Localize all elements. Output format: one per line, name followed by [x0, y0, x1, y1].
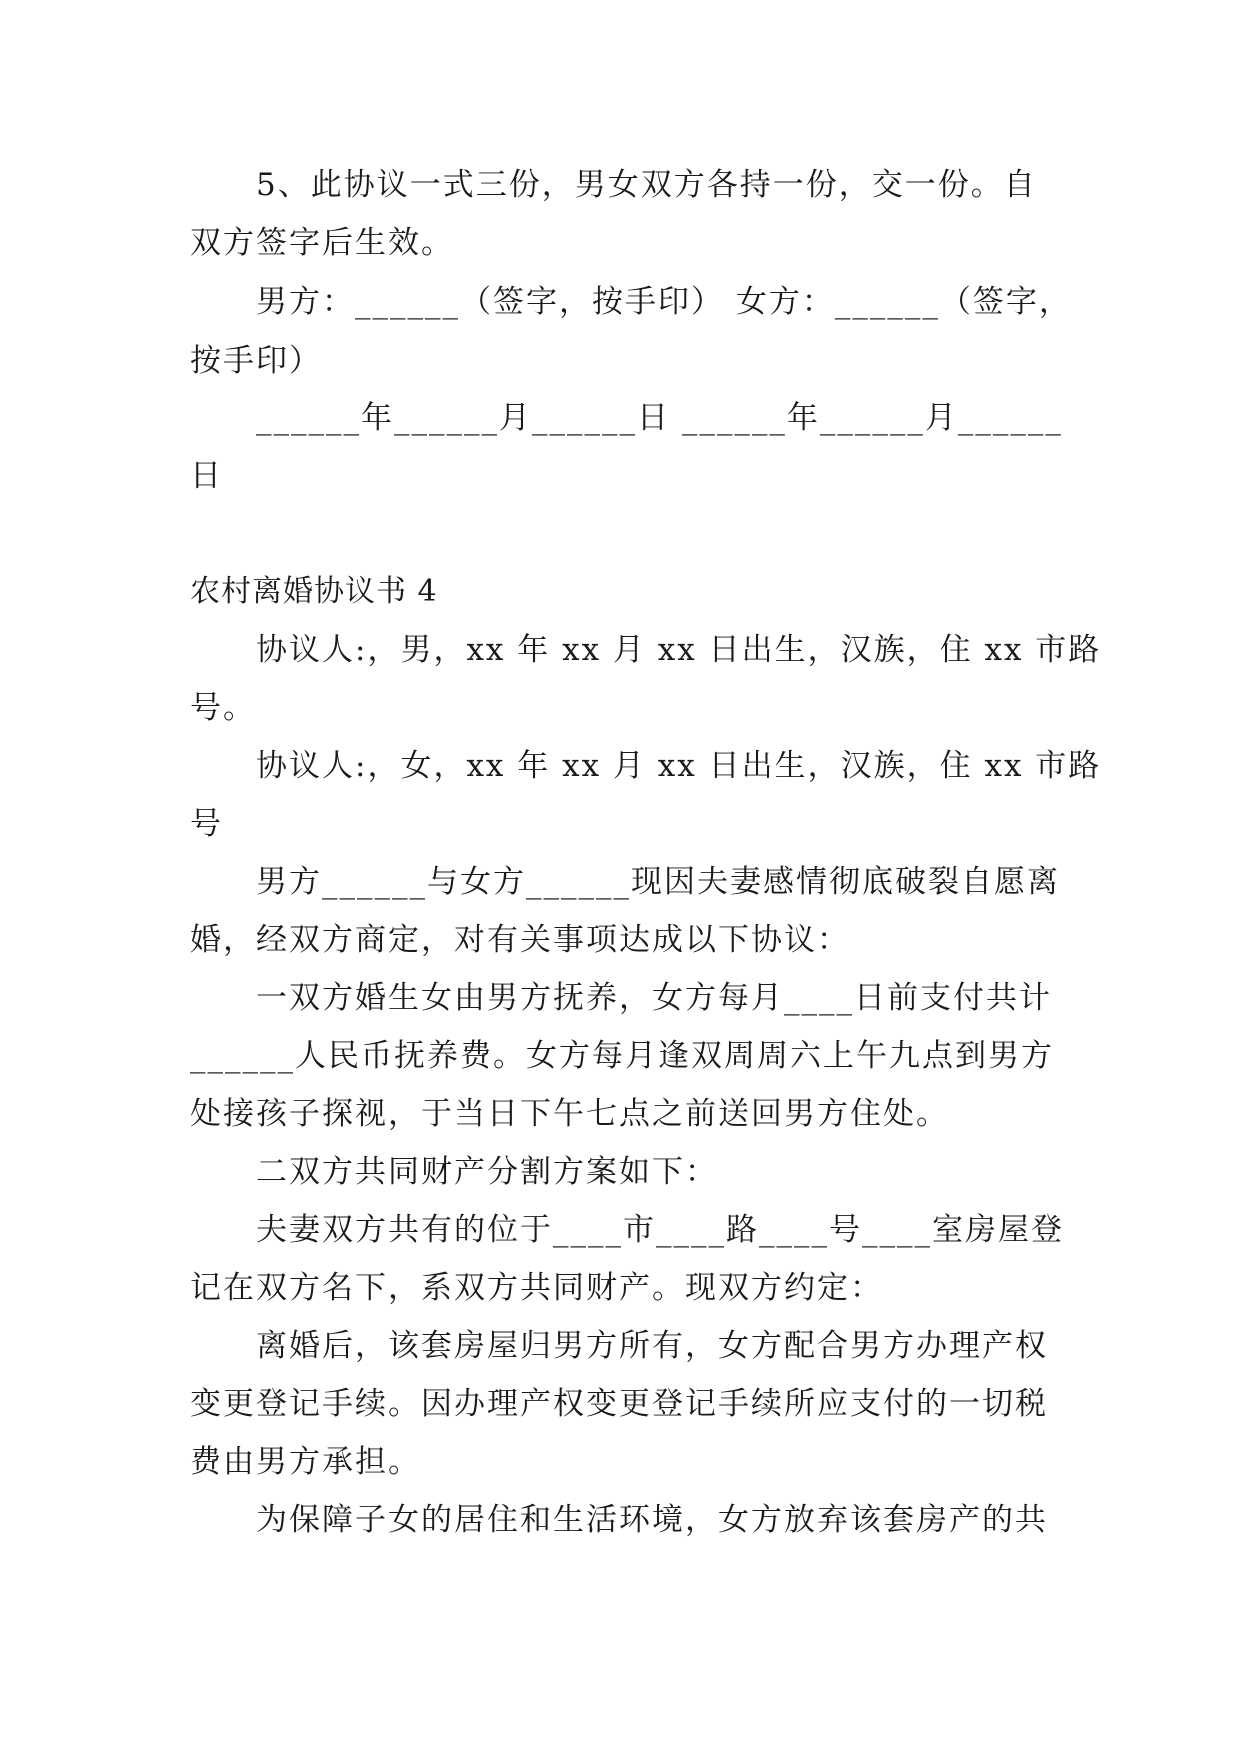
text-line: 变更登记手续。因办理产权变更登记手续所应支付的一切税: [190, 1386, 1048, 1422]
text-line: 离婚后，该套房屋归男方所有，女方配合男方办理产权: [256, 1328, 1048, 1364]
text-line: 双方签字后生效。: [190, 225, 454, 261]
text-line: 婚，经双方商定，对有关事项达成以下协议：: [190, 922, 850, 958]
text-line: 夫妻双方共有的位于____市____路____号____室房屋登: [256, 1212, 1064, 1248]
text-line: 协议人:，女，xx 年 xx 月 xx 日出生，汉族，住 xx 市路: [256, 748, 1102, 784]
text-line: ______人民币抚养费。女方每月逢双周周六上午九点到男方: [190, 1038, 1054, 1074]
text-line: 号: [190, 806, 223, 842]
text-line: 处接孩子探视，于当日下午七点之前送回男方住处。: [190, 1096, 949, 1132]
text-line: 协议人:，男，xx 年 xx 月 xx 日出生，汉族，住 xx 市路: [256, 632, 1102, 668]
text-line: 记在双方名下，系双方共同财产。现双方约定：: [190, 1270, 883, 1306]
text-line: 5、此协议一式三份，男女双方各持一份，交一份。自: [256, 167, 1037, 203]
text-line: 男方______与女方______现因夫妻感情彻底破裂自愿离: [256, 864, 1060, 900]
text-line: 男方：______（签字，按手印） 女方：______（签字，: [256, 284, 1072, 320]
text-line: 日: [190, 458, 223, 494]
text-line: 一双方婚生女由男方抚养，女方每月____日前支付共计: [256, 980, 1052, 1016]
text-line: 二双方共同财产分割方案如下：: [256, 1154, 718, 1190]
text-line: 按手印）: [190, 343, 322, 379]
text-line: 号。: [190, 690, 256, 726]
text-line: 为保障子女的居住和生活环境，女方放弃该套房产的共: [256, 1502, 1048, 1538]
text-line: ______年______月______日 ______年______月______: [256, 400, 1063, 436]
text-line: 费由男方承担。: [190, 1444, 421, 1480]
section-title: 农村离婚协议书 4: [190, 574, 438, 609]
